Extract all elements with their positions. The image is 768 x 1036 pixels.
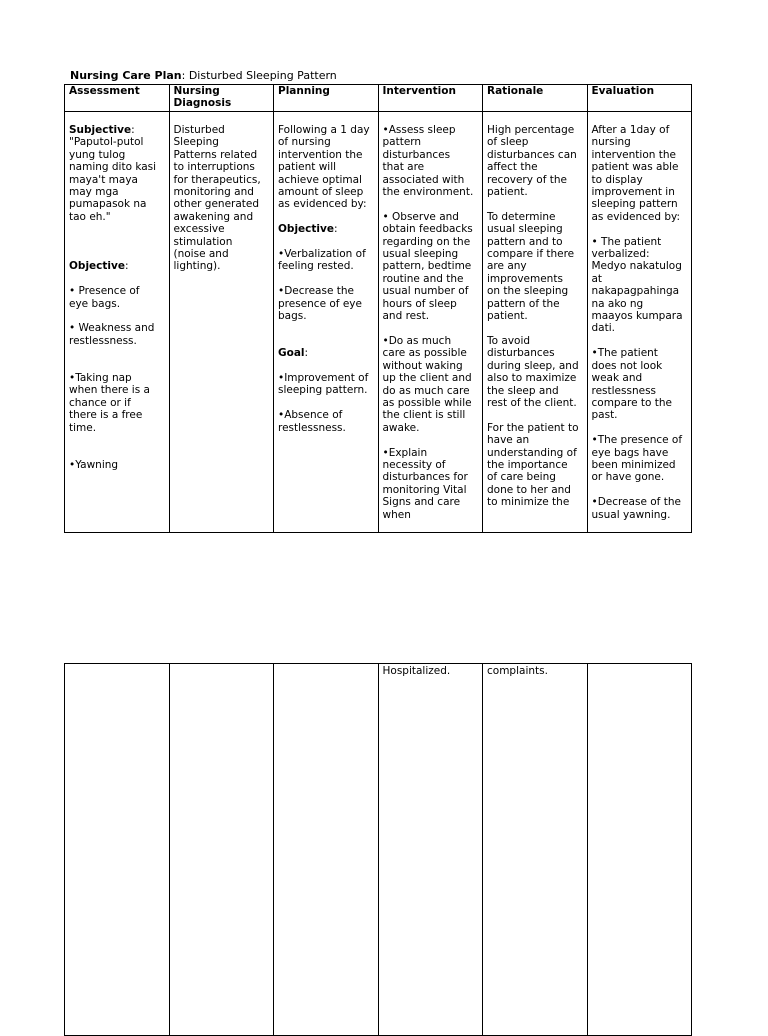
text-line: For the patient to [487,421,579,434]
text-line: improvements [487,272,563,285]
objective-label: Objective [69,260,125,273]
text-line: care as possible [382,347,467,360]
text-line: done to her and [487,483,571,496]
text-line: Patterns related [173,148,258,161]
text-line: rest of the client. [487,396,577,409]
text-line: without waking [382,359,463,372]
text-line: presence of eye [278,297,362,310]
text-line: routine and the [382,272,464,285]
table-row [65,112,692,533]
text-line: excessive [173,223,225,236]
assessment-cell [65,112,170,533]
text-line: maayos kumpara [591,310,683,323]
header-nursing-diagnosis [169,85,274,112]
text-line: hours of sleep [382,297,457,310]
diagnosis-text [174,124,270,273]
text-line: •Do as much [382,334,452,347]
objective-heading [69,260,165,272]
text-line: amount of sleep [278,186,364,199]
text-line: tao eh." [69,210,111,223]
subjective-label: Subjective [69,124,132,136]
list-item [487,211,583,323]
planning-objective-colon: : [333,223,338,236]
text-line: usual yawning. [591,508,671,521]
intervention-list [383,124,479,521]
evaluation-cell [587,112,692,533]
list-item [383,447,479,521]
text-line: obtain feedbacks [382,223,473,236]
list-item [592,434,688,484]
text-line: affect the [487,161,538,174]
text-line: lighting). [173,260,221,273]
text-line: awake. [382,421,420,434]
list-item [69,459,165,471]
text-line: disturbances can [487,148,577,161]
text-line: Signs and care [382,496,461,509]
goal-label: Goal [278,347,305,360]
text-line: the client is still [382,409,466,422]
text-line: •Decrease of the [591,496,681,509]
text-line: Nursing [173,85,220,97]
objective-colon: : [124,260,129,273]
text-line: After a 1day of [591,124,670,136]
goal-colon: : [304,347,309,360]
text-line: maya't maya [69,173,138,186]
rationale-continued-text [487,665,583,677]
text-line: been minimized [591,458,676,471]
text-line: at [591,272,603,285]
text-line: •Decrease the [278,285,354,298]
rationale-cell [483,112,588,533]
text-line: nakapagpahinga [591,285,680,298]
text-line: •Verbalization of [278,248,366,261]
list-item [487,335,583,409]
list-item [592,124,688,223]
text-line: of care being [487,471,556,484]
text-line: that are [382,161,425,174]
text-line: compare if there [487,248,575,261]
text-line: awakening and [173,210,254,223]
list-item [487,422,583,509]
text-line: •Assess sleep [382,124,456,136]
text-line: stimulation [173,235,233,248]
nursing-diagnosis-cell [169,112,274,533]
text-line: • Weakness and [69,322,155,335]
list-item [592,236,688,335]
text-line: yung tulog [69,148,126,161]
text-line: as evidenced by: [278,198,367,211]
text-line: pattern [382,136,422,149]
text-line: monitoring Vital [382,483,467,496]
text-line: verbalized: [591,248,650,261]
text-line: Intervention [382,85,456,97]
text-line: pumapasok na [69,198,147,211]
text-line: na ako ng [591,297,644,310]
text-line: regarding on the [382,235,471,248]
text-line: Sleeping [173,136,219,149]
list-item [383,124,479,198]
intervention-cell-continued [378,664,483,1036]
text-line: Disturbed [173,124,225,136]
text-line: restlessness. [278,421,346,434]
text-line: sleeping pattern [591,198,678,211]
text-line: •Explain [382,446,428,459]
text-line: • Observe and [382,210,459,223]
text-line: weak and [591,372,643,385]
text-line: nursing [591,136,631,149]
subjective-heading [69,124,165,136]
planning-objective-label: Objective [278,223,334,236]
list-item [383,335,479,434]
text-line: of sleep [487,136,529,149]
text-line: may mga [69,186,119,199]
text-line: patient. [487,186,528,199]
text-line: other generated [173,198,260,211]
text-line: or have gone. [591,471,665,484]
text-line: the importance [487,458,568,471]
list-item [278,372,374,397]
list-item [592,347,688,421]
care-plan-table [64,84,692,533]
text-line: pattern and to [487,235,563,248]
text-line: monitoring and [173,186,254,199]
header-intervention [378,85,483,112]
text-line: recovery of the [487,173,567,186]
text-line: for therapeutics, [173,173,261,186]
text-line: the environment. [382,186,474,199]
care-plan-table-continued [64,663,692,1036]
header-planning [274,85,379,112]
intervention-continued-text [383,665,479,677]
text-line: when there is a [69,384,150,397]
text-line: improvement in [591,186,675,199]
text-line: • The patient [591,235,662,248]
text-line: on the sleeping [487,285,569,298]
text-line: •The patient [591,347,658,360]
text-line: •Improvement of [278,372,369,385]
text-line: disturbances [487,347,555,360]
text-line: the sleep and [487,384,559,397]
text-line: understanding of [487,446,577,459]
header-evaluation [587,85,692,112]
goal-list [278,372,374,434]
text-line: patient. [487,310,528,323]
list-item [278,248,374,273]
text-line: during sleep, and [487,359,579,372]
header-row [65,85,692,112]
text-line: • Presence of [69,285,140,298]
text-line: •Taking nap [69,372,132,385]
text-line: To avoid [487,334,531,347]
text-line: (noise and [173,248,229,261]
text-line: compare to the [591,396,673,409]
text-line: to interruptions [173,161,255,174]
text-line: pattern, bedtime [382,260,472,273]
text-line: Hospitalized. [382,665,451,677]
text-line: chance or if [69,396,131,409]
page-title [70,69,337,82]
text-line: •Absence of [278,409,343,422]
header-rationale [483,85,588,112]
text-line: •Yawning [69,458,119,471]
list-item [278,285,374,322]
table-row [65,664,692,1036]
text-line: usual number of [382,285,469,298]
text-line: "Paputol-putol [69,136,144,149]
assessment-objective-list [69,285,165,471]
text-line: restlessness [591,384,657,397]
rationale-cell-continued [483,664,588,1036]
assessment-cell-continued [65,664,170,1036]
text-line: as possible while [382,396,472,409]
text-line: Assessment [69,85,140,97]
text-line: feeling rested. [278,260,354,273]
text-line: To determine [487,210,556,223]
text-line: to minimize the [487,496,570,509]
planning-cell-continued [274,664,379,1036]
text-line: patient was able [591,161,679,174]
text-line: there is a free [69,409,143,422]
text-line: do as much care [382,384,470,397]
text-line: associated with [382,173,465,186]
nursing-diagnosis-cell-continued [169,664,274,1036]
text-line: patient will [278,161,337,174]
text-line: sleeping pattern. [278,384,368,397]
rationale-list [487,124,583,509]
text-line: time. [69,421,97,434]
text-line: are any [487,260,527,273]
list-item [69,372,165,434]
list-item [383,211,479,323]
page-title-label: Nursing Care Plan [70,69,182,82]
text-line: dati. [591,322,615,335]
text-line: complaints. [487,665,548,677]
text-line: necessity of [382,458,446,471]
page-title-rest: : Disturbed Sleeping Pattern [181,69,337,82]
text-line: Diagnosis [173,96,232,109]
list-item [487,124,583,198]
text-line: intervention the [591,148,676,161]
evaluation-list [592,124,688,521]
text-line: naming dito kasi [69,161,157,174]
text-line: disturbances for [382,471,468,484]
text-line: past. [591,409,618,422]
text-line: Evaluation [591,85,655,97]
text-line: usual sleeping [382,248,459,261]
text-line: does not look [591,359,663,372]
list-item [278,409,374,434]
text-line: also to maximize [487,372,577,385]
text-line: achieve optimal [278,173,362,186]
text-line: and rest. [382,310,430,323]
intervention-cell [378,112,483,533]
list-item [69,285,165,310]
text-line: High percentage [487,124,575,136]
text-line: Following a 1 day [278,124,370,136]
text-line: bags. [278,310,307,323]
evaluation-cell-continued [587,664,692,1036]
list-item [69,322,165,347]
text-line: eye bags have [591,446,669,459]
subjective-quote [69,136,165,223]
text-line: up the client and [382,372,472,385]
text-line: have an [487,434,530,447]
text-line: •The presence of [591,434,683,447]
text-line: as evidenced by: [591,210,681,223]
text-line: Rationale [487,85,544,97]
planning-objective-list [278,248,374,322]
text-line: when [382,508,411,521]
text-line: pattern of the [487,297,560,310]
text-line: restlessness. [69,334,137,347]
text-line: eye bags. [69,297,121,310]
planning-cell [274,112,379,533]
planning-intro [278,124,374,211]
text-line: intervention the [278,148,363,161]
subjective-colon: : [131,124,135,136]
text-line: to display [591,173,643,186]
goal-heading [278,347,374,359]
text-line: Medyo nakatulog [591,260,682,273]
text-line: usual sleeping [487,223,563,236]
text-line: Planning [278,85,330,97]
planning-objective-heading [278,223,374,235]
text-line: of nursing [278,136,331,149]
header-assessment [65,85,170,112]
text-line: disturbances [382,148,451,161]
list-item [592,496,688,521]
